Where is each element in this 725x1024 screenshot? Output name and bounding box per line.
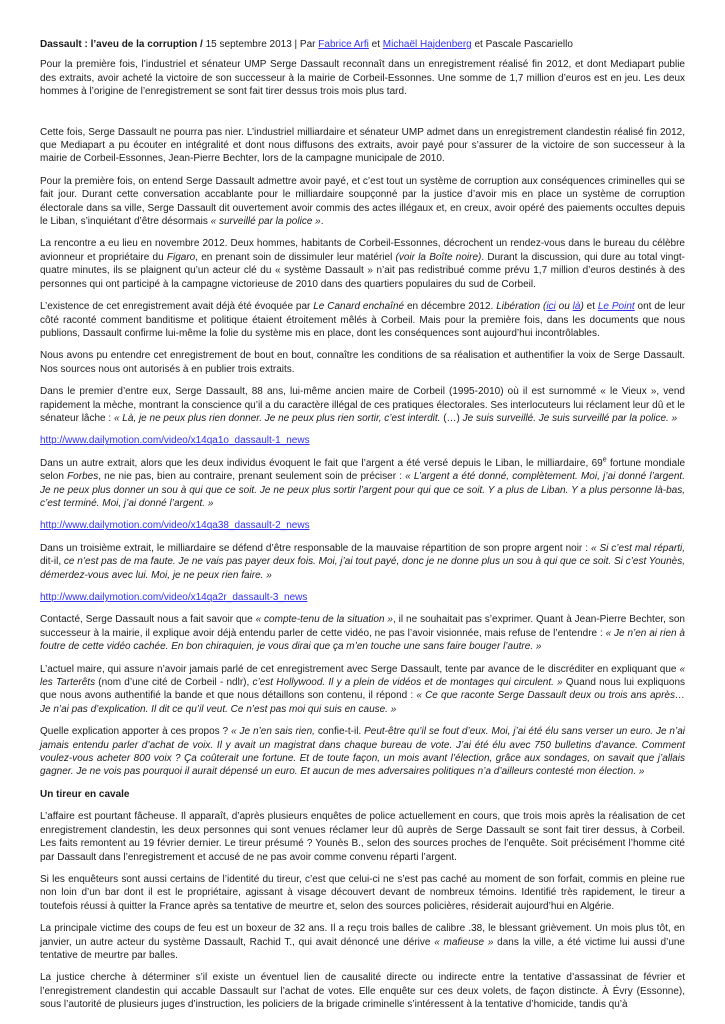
paragraph-rencontre	[40, 237, 685, 291]
text-segment: Contacté, Serge Dassault nous a fait savoir que	[40, 614, 256, 626]
text-segment: (nom d’une cité de Corbeil - ndlr),	[95, 677, 253, 689]
text-segment: .	[320, 216, 324, 228]
paragraph-deuxieme-extrait	[40, 457, 685, 511]
paragraph-contacte	[40, 613, 685, 653]
text-segment: Dassault : l’aveu de la corruption /	[40, 39, 206, 50]
text-segment: « mafieuse »	[434, 936, 494, 948]
text-segment: Pour la première fois, l’industriel et sénateur UMP Serge Dassault reconnaît dans un enregistrement réalisé fin 2012, et dont Mediapart publie des extraits, avoir acheté la victoire de son successeur à la mairie de Corbeil-Essonnes. Une somme de 1,7 million d’euros est en jeu. Les deux hommes à l’origine de l’enregistrement se sont fait tirer dessus trois mois plus tard.	[40, 59, 685, 98]
text-segment: Quand nous lui expliquons que nous avons authentifié la bande et que nous détaillons son contenu, il répond :	[40, 677, 686, 702]
dailymotion-link-1	[40, 434, 685, 447]
text-segment: fortune mondiale selon	[40, 457, 686, 483]
paragraph-existence	[40, 300, 685, 340]
lede-paragraph	[40, 58, 685, 98]
dailymotion-video-link-1[interactable]: http://www.dailymotion.com/video/x14qa1o_dassault-1_news	[40, 435, 310, 447]
paragraph-authentification	[40, 349, 685, 376]
author-link-fabrice-arfi[interactable]: Fabrice Arfi	[318, 39, 369, 50]
liberation-link-la[interactable]: là	[572, 301, 581, 313]
paragraph-actuel-maire	[40, 663, 685, 717]
text-segment: « compte-tenu de la situation »	[255, 614, 393, 626]
text-segment: L’affaire est pourtant fâcheuse. Il apparaît, d’après plusieurs enquêtes de police actuellement en cours, que trois mois après la réalisation de cet enregistrement clandestin, les deux personnes qui sont venues réclamer leur dû auprès de Serge Dassault se sont fait tirer dessus, à Corbeil. Les faits remontent au 19 février dernier. Le tireur présumé ? Younès B., selon des sources proches de l’enquête. Soit précisément l’homme cité par Dassault dans l’enregistrement et accusé de ne pas avoir comme convenu réparti l’argent.	[40, 811, 685, 863]
text-segment: Forbes	[67, 471, 99, 483]
paragraph-quelle-explication	[40, 725, 685, 779]
text-segment: Je suis surveillé. Je suis surveillé par la police. »	[462, 412, 678, 424]
text-segment: Cette fois, Serge Dassault ne pourra pas nier. L’industriel milliardaire et sénateur UMP admet dans un enregistrement clandestin réalisé fin 2012, que Mediapart a pu écouter en intégralité et dont nous diffusons des extraits, avoir payé pour s’assurer de la victoire de son successeur à la mairie de Corbeil-Essonnes, Jean-Pierre Bechter, lors de la campagne municipale de 2010.	[40, 126, 685, 165]
text-segment: ce n’est pas de ma faute. Je ne vais pas payer deux fois. Moi, j’ai tout payé, donc je ne donne plus un sou à qui que ce soit. Si c’est Younès, démerdez-vous avec lui. Moi, je ne peux rien faire. »	[40, 556, 685, 581]
text-segment: (…)	[440, 412, 463, 424]
liberation-link-ici[interactable]: ici	[546, 301, 556, 313]
text-segment: L’existence de cet enregistrement avait déjà été évoquée par	[40, 301, 314, 313]
paragraph-cette-fois	[40, 126, 685, 166]
text-segment: (voir la Boîte noire)	[395, 251, 482, 263]
text-segment: Un tireur en cavale	[40, 788, 130, 800]
text-segment: . Durant la discussion, qui dure au total vingt-quatre minutes, ils se plaignent qu’un acteur clé du « système Dassault » n’ait pas redistribué comme prévu 1,7 million d’euros destinés à des personnes qui ont participé à la campagne victorieuse de 2010 dans des quartiers populaires du sud de Corbeil.	[40, 251, 686, 290]
text-segment: « les Tarterêts	[40, 663, 685, 689]
text-segment: (	[540, 301, 547, 313]
dailymotion-video-link-2[interactable]: http://www.dailymotion.com/video/x14qa38_dassault-2_news	[40, 520, 310, 532]
text-segment: dans la ville, a été victime lui aussi d’une tentative de meurtre par balles.	[40, 936, 685, 961]
paragraph-victime	[40, 922, 685, 962]
dailymotion-link-2	[40, 519, 685, 532]
text-segment: Si les enquêteurs sont aussi certains de l’identité du tireur, c’est que celui-ci ne s’est pas caché au moment de son forfait, commis en pleine rue non loin d’un bar dont il est le propriétaire, agissant à visage découvert devant de nombreux témoins. Identifié très rapidement, le tireur a toutefois réussi à quitter la France après sa tentative de meurtre et, selon des sources policières, résiderait aujourd’hui en Algérie.	[40, 873, 685, 912]
byline	[40, 38, 685, 51]
text-segment: « Je n’en ai rien à foutre de cette vidéo cachée. En bon chiraquien, je vous dirai que ça m’en touche une sans faire bouger l’autre. »	[40, 627, 685, 653]
text-segment: La principale victime des coups de feu est un boxeur de 32 ans. Il a reçu trois balles de calibre .38, le blessant grièvement. Un mois plus tôt, en janvier, un autre acteur du système Dassault, Rachid T., qui avait dénoncé une dérive	[40, 923, 685, 948]
superscript-text: e	[602, 456, 607, 464]
text-segment: 15 septembre 2013 | Par	[205, 39, 319, 50]
text-segment: dit-il,	[40, 556, 64, 568]
text-segment: « Là, je ne peux plus rien donner. Je ne peux plus rien sortir, c’est interdit.	[113, 412, 441, 424]
paragraph-troisieme-extrait	[40, 542, 685, 582]
le-point-link[interactable]: Le Point	[597, 301, 635, 313]
text-segment: )	[580, 301, 584, 313]
section-heading-tireur	[40, 788, 685, 801]
dailymotion-link-3	[40, 591, 685, 604]
text-segment: « Si c’est mal réparti,	[590, 542, 686, 554]
text-segment: L’actuel maire, qui assure n’avoir jamais parlé de cet enregistrement avec Serge Dassault, tente par avance de le discréditer en expliquant que	[40, 663, 680, 675]
text-segment: ont de leur côté raconté comment banditisme et politique étaient étroitement mêlés à Corbeil. Mais pour la première fois, dans les documents que nous publions, Dassault confirme lui-même la folie du système mis en place, dont les conséquences sont aujourd’hui incontrôlables.	[40, 301, 685, 339]
text-segment: Figaro	[166, 251, 196, 263]
text-segment: Dans un troisième extrait, le milliardaire se défend d’être responsable de la mauvaise répartition de son propre argent noir :	[40, 542, 591, 554]
text-segment: en décembre 2012.	[404, 301, 497, 313]
text-segment: « surveillé par la police »	[210, 216, 321, 228]
text-segment: , ne nie pas, bien au contraire, prenant seulement soin de préciser :	[98, 471, 406, 483]
text-segment: Pour la première fois, on entend Serge Dassault admettre avoir payé, et c’est tout un système de corruption aux conséquences criminelles qui se fait jour. Durant cette conversation accablante pour le milliardaire soupçonné par la justice d’avoir mis en place un système de corruption électorale dans sa ville, Serge Dassault dit ouvertement avoir commis des actes illégaux et, en creux, avoir opéré des paiements occultes depuis le Liban, s’inquiétant d’être désormais	[40, 175, 685, 228]
paragraph-premier-extrait	[40, 385, 685, 425]
article	[40, 38, 685, 1012]
text-segment: ou	[555, 301, 573, 313]
text-segment: Le Canard enchaîné	[313, 301, 405, 313]
dailymotion-video-link-3[interactable]: http://www.dailymotion.com/video/x14qa2r_dassault-3_news	[40, 592, 308, 603]
text-segment: Quelle explication apporter à ces propos ?	[40, 726, 232, 738]
text-segment: confie-t-il.	[314, 726, 365, 738]
text-segment: « L’argent a été donné, complètement. Moi, j’ai donné l’argent. Je ne peux plus donner un sou à qui que ce soit. Je ne peux plus sortir l’argent pour qui que ce soit. Y a plus de Liban. Y a plus personne là-bas, c’est terminé. Moi, j’ai donné l’argent. »	[40, 471, 685, 509]
text-segment: c’est Hollywood. Il y a plein de vidéos et de montages qui circulent. »	[252, 677, 563, 689]
text-segment: « Je n’en sais rien,	[231, 726, 315, 738]
author-link-michael-hajdenberg[interactable]: Michaël Hajdenberg	[382, 39, 472, 50]
paragraph-systeme-corruption	[40, 175, 685, 229]
text-segment: et Pascale Pascariello	[471, 39, 573, 50]
text-segment: Peut-être qu’il se fout d’eux. Moi, j’ai été élu sans verser un euro. Je n’ai jamais entendu parler d’achat de voix. Il y avait un magistrat dans chaque bureau de vote. J’ai été élu avec 750 bulletins d’avance. Comment voulez-vous acheter 800 voix ? Ça coûterait une fortune. Et de toute façon, un mois avant l’élection, grâce aux sondages, on savait que j’allais gagner. Je ne vois pas pourquoi il aurait dépensé un euro. Et aucun de mes adversaires politiques n’a d’ailleurs contesté mon élection. »	[40, 726, 685, 778]
paragraph-affaire-facheuse	[40, 810, 685, 864]
text-segment: Libération	[496, 301, 541, 313]
text-segment: La justice cherche à déterminer s’il existe un éventuel lien de causalité directe ou indirecte entre la tentative d’assassinat de février et l’enregistrement clandestin qui accable Dassault sur l’achat de votes. Elle enquête sur ces deux volets, de façon distincte. À Évry (Essonne), sous l’autorité de plusieurs juges d’instruction, les policiers de la brigade criminelle s’intéressent à la tentative d’homicide, tandis qu’à	[40, 972, 685, 1011]
text-segment: , il ne souhaitait pas s’exprimer. Quant à Jean-Pierre Bechter, son successeur à la mairie, il explique avoir déjà entendu parler de cette vidéo, ne pas l’avoir visionnée, mais refuse de l’entendre :	[40, 614, 685, 639]
paragraph-justice	[40, 971, 685, 1011]
text-segment: Nous avons pu entendre cet enregistrement de bout en bout, connaître les conditions de sa réalisation et authentifier la voix de Serge Dassault. Nos sources nous ont autorisés à en publier trois extraits.	[40, 350, 685, 375]
text-segment: et	[368, 39, 383, 50]
text-segment: , en prenant soin de dissimuler leur matériel	[195, 251, 396, 263]
text-segment: Dans un autre extrait, alors que les deux individus évoquent le fait que l’argent a été versé depuis le Liban, le milliardaire, 69	[40, 457, 603, 469]
paragraph-enqueteurs	[40, 873, 685, 913]
text-segment: Dans le premier d’entre eux, Serge Dassault, 88 ans, lui-même ancien maire de Corbeil (1995-2010) où il est surnommé « le Vieux », vend rapidement la mèche, montrant la conscience qu’il a du caractère illégal de ces pratiques électorales. Ses interlocuteurs lui réclament leur dû et le sénateur lâche :	[40, 386, 685, 424]
text-segment: « Ce que raconte Serge Dassault deux ou trois ans après… Je n’ai pas d’explication. Il dit ce qu’il veut. Ce n’est pas moi qui suis en cause. »	[40, 690, 685, 715]
text-segment: et	[583, 301, 598, 313]
text-segment: La rencontre a eu lieu en novembre 2012. Deux hommes, habitants de Corbeil-Essonnes, décrochent un rendez-vous dans le bureau du célèbre avionneur et propriétaire du	[40, 238, 685, 263]
